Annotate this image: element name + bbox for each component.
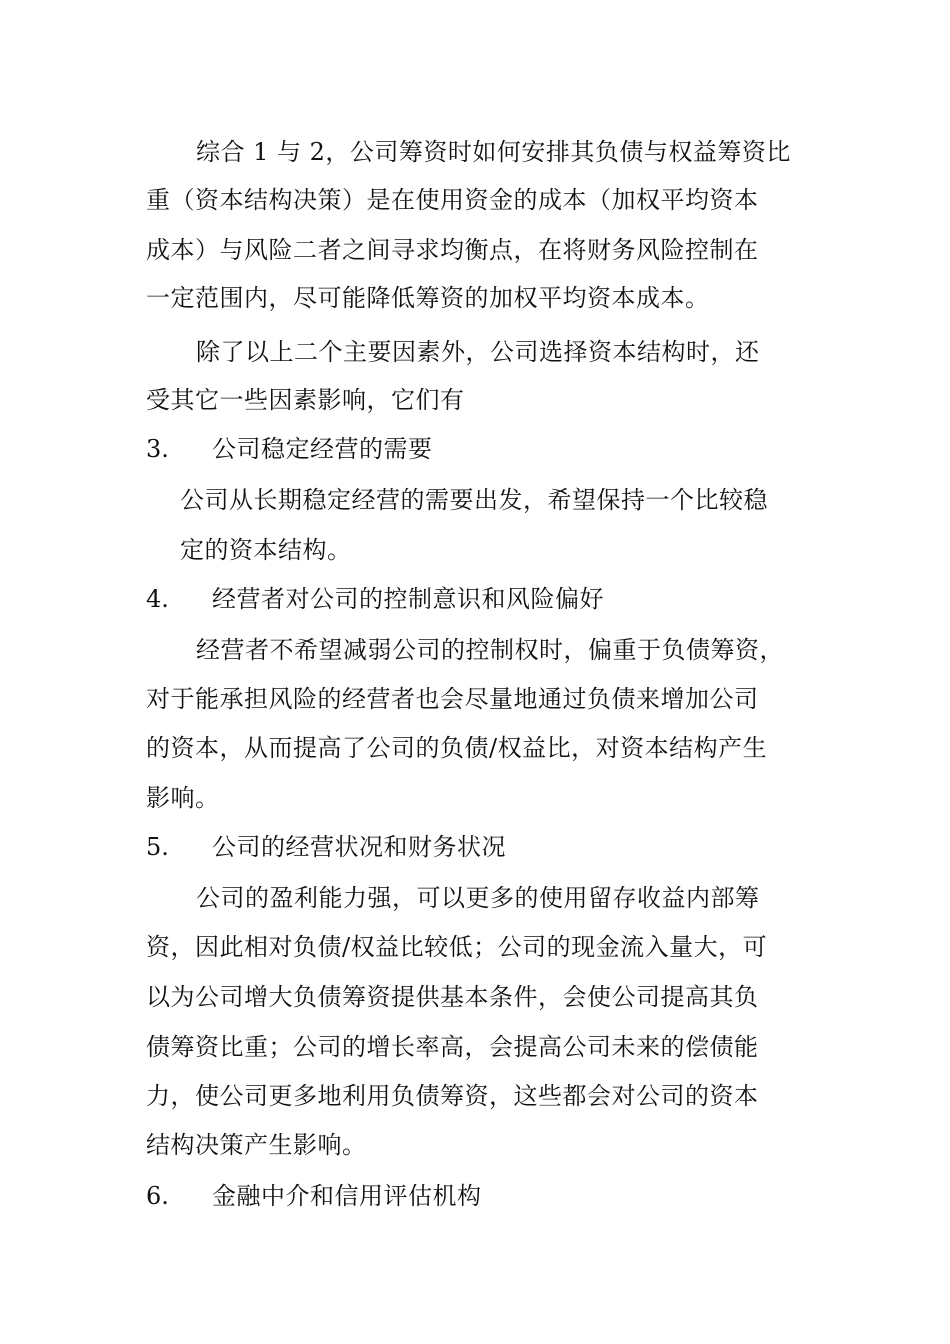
para2-line-1: 除了以上二个主要因素外，公司选择资本结构时，还 bbox=[196, 338, 760, 366]
item4-body-line-3: 的资本，从而提高了公司的负债/权益比，对资本结构产生 bbox=[146, 734, 768, 762]
item5-number: 5. bbox=[146, 833, 169, 861]
item5-body-line-1: 公司的盈利能力强，可以更多的使用留存收益内部筹 bbox=[196, 884, 760, 912]
item3-number: 3. bbox=[146, 435, 169, 463]
item5-body-line-3: 以为公司增大负债筹资提供基本条件，会使公司提高其负 bbox=[146, 983, 759, 1011]
para1-line-3: 成本）与风险二者之间寻求均衡点，在将财务风险控制在 bbox=[146, 236, 759, 264]
item3-title: 公司稳定经营的需要 bbox=[212, 435, 433, 463]
item6-number: 6. bbox=[146, 1182, 169, 1210]
item4-title: 经营者对公司的控制意识和风险偏好 bbox=[212, 585, 604, 613]
para2-line-2: 受其它一些因素影响，它们有 bbox=[146, 386, 465, 414]
item5-body-line-2: 资，因此相对负债/权益比较低；公司的现金流入量大，可 bbox=[146, 933, 768, 961]
item4-body-line-1: 经营者不希望减弱公司的控制权时，偏重于负债筹资， bbox=[196, 636, 784, 664]
para1-line-4: 一定范围内，尽可能降低筹资的加权平均资本成本。 bbox=[146, 284, 710, 312]
para1-line-2: 重（资本结构决策）是在使用资金的成本（加权平均资本 bbox=[146, 186, 759, 214]
item6-title: 金融中介和信用评估机构 bbox=[212, 1182, 482, 1210]
item3-body-line-2: 定的资本结构。 bbox=[180, 536, 352, 564]
para1-line-1: 综合 1 与 2，公司筹资时如何安排其负债与权益筹资比 bbox=[196, 138, 791, 166]
item5-body-line-4: 债筹资比重；公司的增长率高，会提高公司未来的偿债能 bbox=[146, 1033, 759, 1061]
item4-number: 4. bbox=[146, 585, 169, 613]
item5-body-line-6: 结构决策产生影响。 bbox=[146, 1131, 367, 1159]
item5-title: 公司的经营状况和财务状况 bbox=[212, 833, 506, 861]
item4-body-line-4: 影响。 bbox=[146, 784, 220, 812]
item5-body-line-5: 力，使公司更多地利用负债筹资，这些都会对公司的资本 bbox=[146, 1082, 759, 1110]
item4-body-line-2: 对于能承担风险的经营者也会尽量地通过负债来增加公司 bbox=[146, 685, 759, 713]
item3-body-line-1: 公司从长期稳定经营的需要出发，希望保持一个比较稳 bbox=[180, 486, 768, 514]
